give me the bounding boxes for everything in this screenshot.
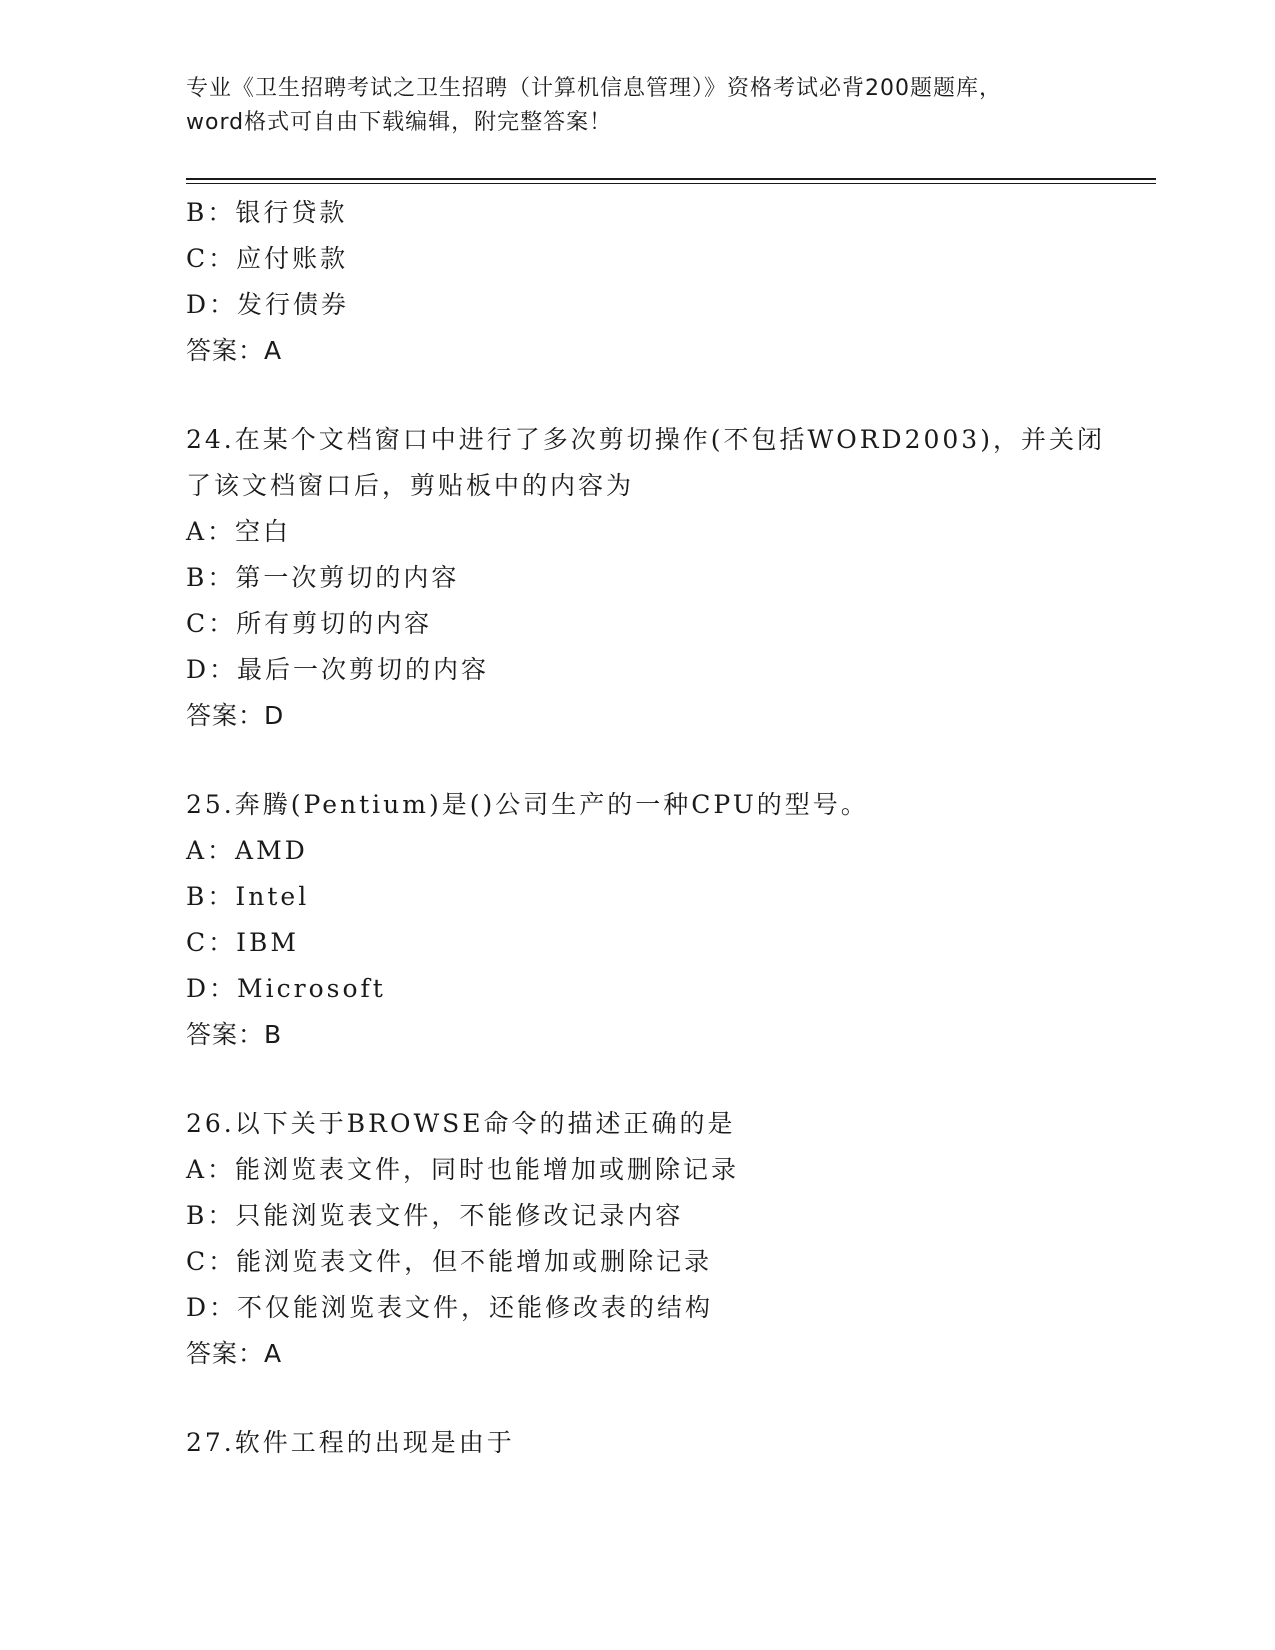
header-divider-thick [186, 178, 1156, 180]
answer: 答案：A [186, 336, 283, 365]
question-stem: 27.软件工程的出现是由于 [186, 1428, 515, 1457]
option-b: B：只能浏览表文件，不能修改记录内容 [186, 1201, 684, 1230]
header-title-line-2: word格式可自由下载编辑，附完整答案！ [186, 110, 613, 135]
option-c: C：能浏览表文件，但不能增加或删除记录 [186, 1247, 713, 1276]
option-c: C：应付账款 [186, 244, 349, 273]
question-stem: 26.以下关于BROWSE命令的描述正确的是 [186, 1109, 736, 1138]
option-a: A：空白 [186, 517, 292, 546]
question-25 [186, 782, 1126, 1058]
option-a: A：能浏览表文件，同时也能增加或删除记录 [186, 1155, 740, 1184]
question-stem-continued: 了该文档窗口后，剪贴板中的内容为 [186, 471, 635, 500]
option-a: A：AMD [186, 836, 308, 865]
answer: 答案：D [186, 701, 285, 730]
option-c: C：所有剪切的内容 [186, 609, 433, 638]
option-b: B：银行贷款 [186, 198, 348, 227]
question-stem: 25.奔腾(Pentium)是()公司生产的一种CPU的型号。 [186, 790, 869, 819]
header-title-line-1: 专业《卫生招聘考试之卫生招聘（计算机信息管理）》资格考试必背200题题库， [186, 76, 1002, 101]
option-b: B：第一次剪切的内容 [186, 563, 460, 592]
option-c: C：IBM [186, 928, 299, 957]
question-23-tail [186, 190, 1126, 374]
option-d: D：Microsoft [186, 974, 386, 1003]
answer: 答案：A [186, 1339, 283, 1368]
option-d: D：最后一次剪切的内容 [186, 655, 490, 684]
question-list [186, 190, 1126, 1466]
answer: 答案：B [186, 1020, 283, 1049]
option-d: D：不仅能浏览表文件，还能修改表的结构 [186, 1293, 714, 1322]
question-24 [186, 417, 1126, 739]
document-header [186, 72, 1086, 140]
question-27 [186, 1420, 1126, 1466]
option-b: B：Intel [186, 882, 310, 911]
question-26 [186, 1101, 1126, 1377]
header-divider-thin [186, 183, 1156, 184]
question-stem: 24.在某个文档窗口中进行了多次剪切操作(不包括WORD2003)，并关闭 [186, 425, 1105, 454]
option-d: D：发行债券 [186, 290, 350, 319]
